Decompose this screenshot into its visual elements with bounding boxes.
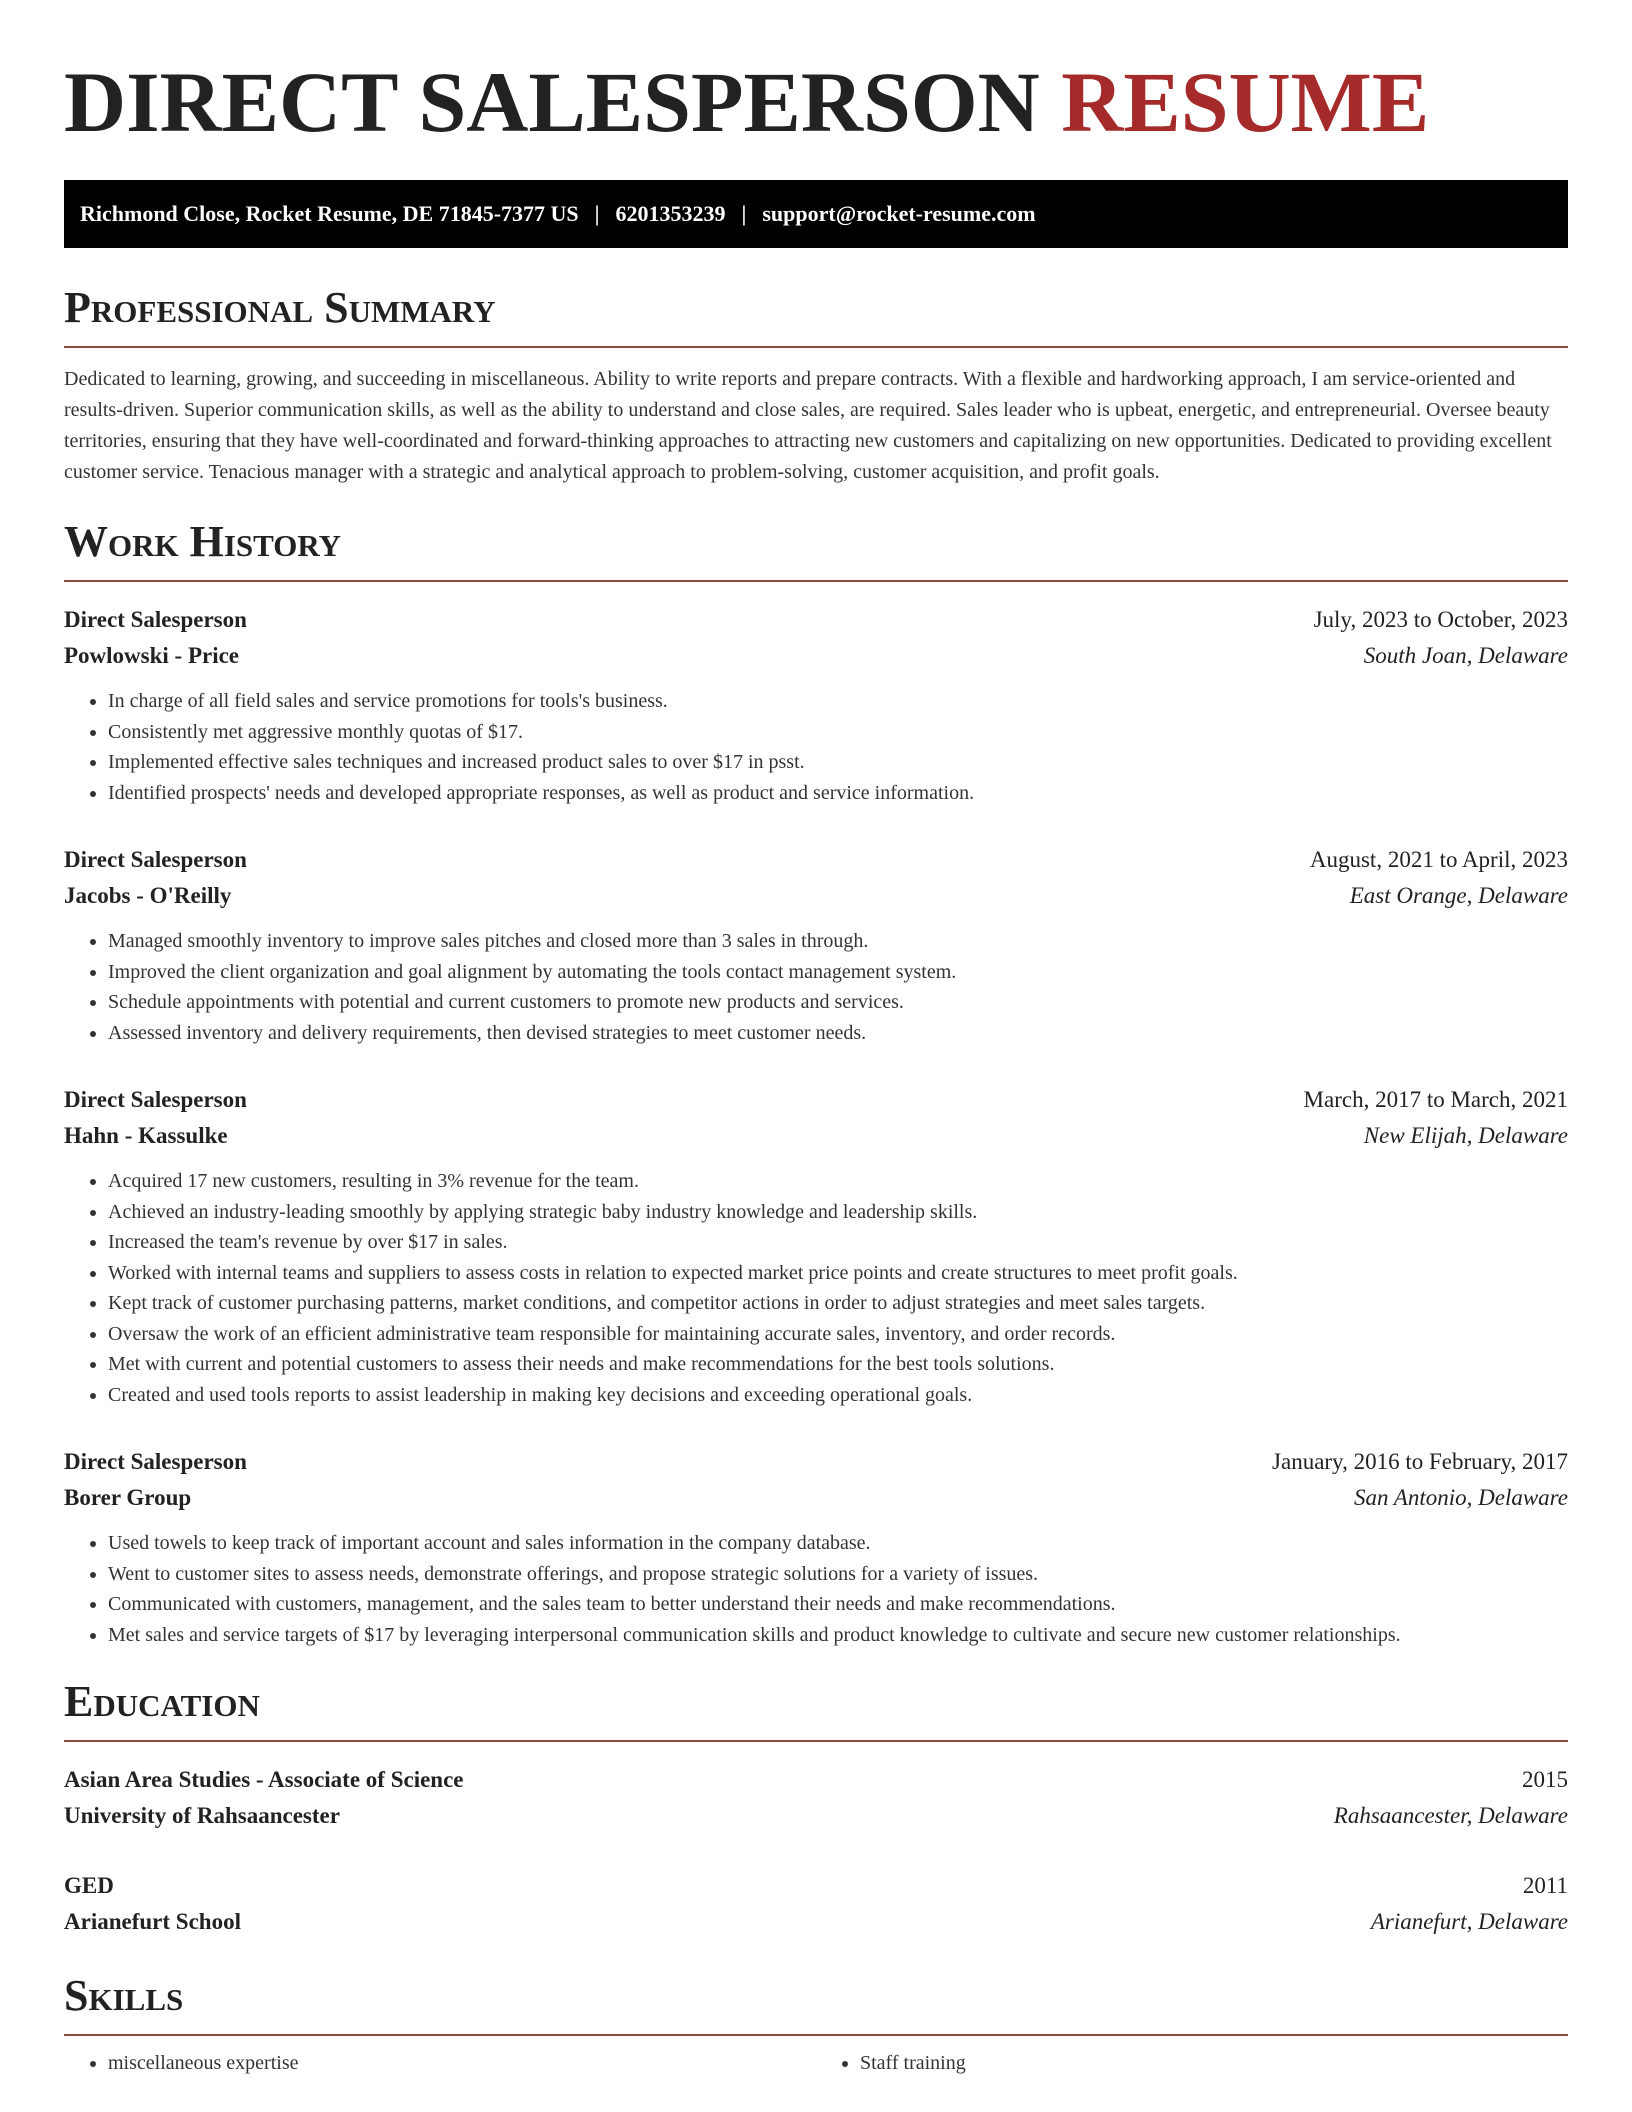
contact-separator: | [594, 201, 600, 226]
section-divider [64, 346, 1568, 348]
job-bullet: • Worked with internal teams and suppliers to assess costs in relation to expected market price points and create structures to meet profit goals. [108, 1258, 1568, 1289]
skills-column-left [64, 2048, 816, 2078]
section-divider [64, 1740, 1568, 1742]
education-entry [64, 1868, 1568, 1940]
job-dates: March, 2017 to March, 2021 [1303, 1087, 1568, 1112]
job-title: Direct Salesperson [64, 1087, 247, 1112]
job-bullet: • Implemented effective sales techniques and increased product sales to over $17 in psst. [108, 747, 1568, 778]
education-school: University of Rahsaancester [64, 1803, 340, 1828]
job-location: South Joan, Delaware [1363, 643, 1568, 668]
job-bullet: • Met sales and service targets of $17 by leveraging interpersonal communication skills and product knowledge to cultivate and secure new customer relationships. [108, 1620, 1568, 1651]
skill-item: • Staff training [860, 2048, 1568, 2078]
job-bullet: • Created and used tools reports to assist leadership in making key decisions and exceeding operational goals. [108, 1380, 1568, 1411]
job-bullet: • Used towels to keep track of important account and sales information in the company database. [108, 1528, 1568, 1559]
job-bullet: • Went to customer sites to assess needs, demonstrate offerings, and propose strategic solutions for a variety of issues. [108, 1559, 1568, 1590]
job-location: New Elijah, Delaware [1363, 1123, 1568, 1148]
job-entry [64, 602, 1568, 808]
education-year: 2011 [1522, 1873, 1568, 1898]
job-bullets [64, 686, 1568, 808]
job-bullets [64, 926, 1568, 1048]
job-company: Powlowski - Price [64, 643, 240, 668]
section-divider [64, 2034, 1568, 2036]
job-bullet: • Kept track of customer purchasing patterns, market conditions, and competitor actions in order to adjust strategies and meet sales targets. [108, 1288, 1568, 1319]
job-bullet: • Achieved an industry-leading smoothly by applying strategic baby industry knowledge and leadership skills. [108, 1197, 1568, 1228]
education-entry [64, 1762, 1568, 1834]
job-bullets [64, 1528, 1568, 1650]
section-divider [64, 580, 1568, 582]
contact-address: Richmond Close, Rocket Resume, DE 71845-7377 US [80, 201, 579, 226]
job-dates: January, 2016 to February, 2017 [1272, 1449, 1568, 1474]
title-main: DIRECT SALESPERSON [64, 54, 1040, 150]
job-title: Direct Salesperson [64, 847, 247, 872]
job-location: San Antonio, Delaware [1353, 1485, 1568, 1510]
education-school: Arianefurt School [64, 1909, 241, 1934]
skill-item: • miscellaneous expertise [108, 2048, 816, 2078]
skills-grid [64, 2048, 1568, 2078]
education-year: 2015 [1522, 1767, 1568, 1792]
skills-section [64, 1970, 1568, 2078]
education-degree: GED [64, 1873, 114, 1898]
summary-heading: Professional Summary [64, 283, 496, 332]
job-dates: July, 2023 to October, 2023 [1313, 607, 1568, 632]
job-bullet: • Increased the team's revenue by over $17 in sales. [108, 1227, 1568, 1258]
education-location: Rahsaancester, Delaware [1333, 1803, 1568, 1828]
resume-title [64, 0, 1568, 150]
contact-email: support@rocket-resume.com [762, 201, 1036, 226]
job-entry [64, 1444, 1568, 1650]
skills-column-right [816, 2048, 1568, 2078]
job-bullet: • In charge of all field sales and service promotions for tools's business. [108, 686, 1568, 717]
job-company: Jacobs - O'Reilly [64, 883, 232, 908]
job-bullet: • Oversaw the work of an efficient administrative team responsible for maintaining accurate sales, inventory, and order records. [108, 1319, 1568, 1350]
job-bullet: • Communicated with customers, management, and the sales team to better understand their needs and make recommendations. [108, 1589, 1568, 1620]
job-bullets [64, 1166, 1568, 1410]
education-section [64, 1676, 1568, 1940]
skills-heading: Skills [64, 1971, 184, 2020]
job-bullet: • Schedule appointments with potential and current customers to promote new products and services. [108, 987, 1568, 1018]
job-bullet: • Acquired 17 new customers, resulting in 3% revenue for the team. [108, 1166, 1568, 1197]
education-degree: Asian Area Studies - Associate of Science [64, 1767, 464, 1792]
summary-section [64, 282, 1568, 488]
job-company: Hahn - Kassulke [64, 1123, 228, 1148]
contact-bar [64, 180, 1568, 248]
job-bullet: • Assessed inventory and delivery requirements, then devised strategies to meet customer needs. [108, 1018, 1568, 1049]
contact-phone: 6201353239 [615, 201, 726, 226]
job-bullet: • Met with current and potential customers to assess their needs and make recommendations for the best tools solutions. [108, 1349, 1568, 1380]
job-bullet: • Improved the client organization and goal alignment by automating the tools contact management system. [108, 957, 1568, 988]
education-location: Arianefurt, Delaware [1370, 1909, 1568, 1934]
education-heading: Education [64, 1677, 260, 1726]
job-title: Direct Salesperson [64, 1449, 247, 1474]
title-accent: RESUME [1061, 54, 1430, 150]
job-entry [64, 1082, 1568, 1410]
summary-text: Dedicated to learning, growing, and succeeding in miscellaneous. Ability to write reports and prepare contracts. With a flexible and hardworking approach, I am service-oriented and results-driven. Superior communication skills, as well as the ability to understand and close sales, are required. Sales leader who is upbeat, energetic, and entrepreneurial. Oversee beauty territories, ensuring that they have well-coordinated and forward-thinking approaches to attracting new customers and capitalizing on new opportunities. Dedicated to providing excellent customer service. Tenacious manager with a strategic and analytical approach to problem-solving, customer acquisition, and profit goals. [64, 368, 1552, 483]
job-location: East Orange, Delaware [1349, 883, 1568, 908]
work-history-section [64, 516, 1568, 1650]
job-bullet: • Managed smoothly inventory to improve sales pitches and closed more than 3 sales in through. [108, 926, 1568, 957]
job-bullet: • Identified prospects' needs and developed appropriate responses, as well as product and service information. [108, 778, 1568, 809]
work-history-heading: Work History [64, 517, 342, 566]
job-bullet: • Consistently met aggressive monthly quotas of $17. [108, 717, 1568, 748]
job-title: Direct Salesperson [64, 607, 247, 632]
job-company: Borer Group [64, 1485, 192, 1510]
job-entry [64, 842, 1568, 1048]
contact-separator: | [741, 201, 747, 226]
job-dates: August, 2021 to April, 2023 [1309, 847, 1568, 872]
